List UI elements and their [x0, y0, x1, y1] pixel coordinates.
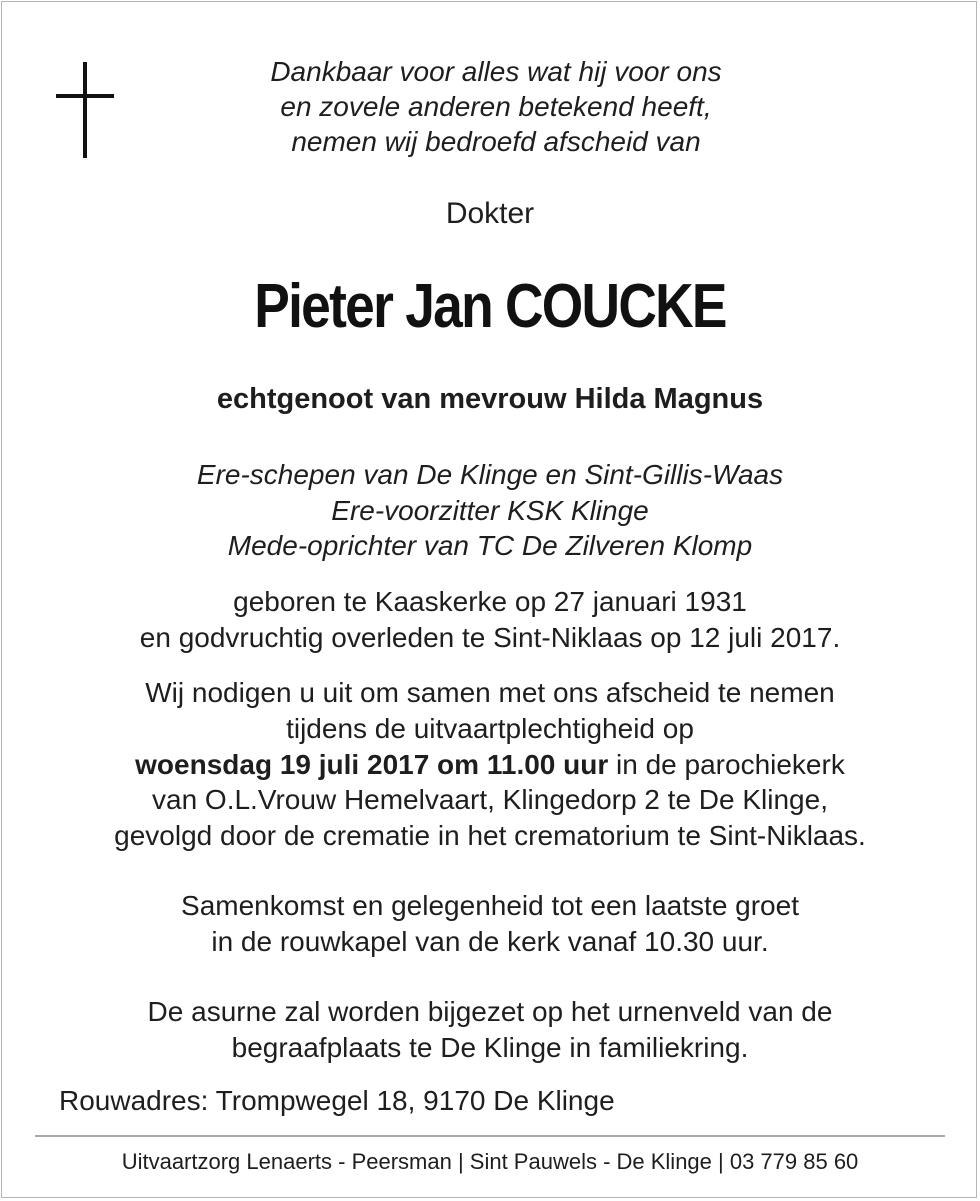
intro-line: en zovele anderen betekend heeft, — [280, 91, 712, 122]
life-dates — [40, 584, 940, 655]
urn-line: De asurne zal worden bijgezet op het urnenveld van de — [147, 996, 833, 1027]
service-location-start: in de parochiekerk — [608, 748, 845, 780]
honorary-titles — [40, 457, 940, 564]
service-line: van O.L.Vrouw Hemelvaart, Klingedorp 2 te De Klinge, — [152, 784, 828, 816]
death-line: en godvruchtig overleden te Sint-Niklaas op 12 juli 2017. — [139, 621, 841, 653]
gathering-line: Samenkomst en gelegenheid tot een laatste groet — [181, 890, 799, 921]
honorary-title: Ere-voorzitter KSK Klinge — [331, 494, 649, 526]
service-line: Wij nodigen u uit om samen met ons afscheid te nemen — [145, 677, 835, 708]
service-datetime: woensdag 19 juli 2017 om 11.00 uur — [135, 748, 609, 780]
honorary-title: Ere-schepen van De Klinge en Sint-Gillis-Waas — [196, 459, 784, 490]
deceased-name: Pieter Jan COUCKE — [254, 272, 726, 341]
service-line — [40, 747, 940, 783]
intro-text — [196, 54, 796, 159]
spouse-line: echtgenoot van mevrouw Hilda Magnus — [216, 383, 764, 415]
funeral-service — [40, 675, 940, 854]
mourning-address: Rouwadres: Trompwegel 18, 9170 De Klinge — [59, 1085, 615, 1116]
footer-divider — [35, 1135, 945, 1137]
intro-line: Dankbaar voor alles wat hij voor ons — [270, 56, 722, 87]
intro-line: nemen wij bedroefd afscheid van — [291, 126, 701, 157]
funeral-home-footer: Uitvaartzorg Lenaerts - Peersman | Sint Pauwels - De Klinge | 03 779 85 60 — [121, 1149, 859, 1174]
birth-line: geboren te Kaaskerke op 27 januari 1931 — [233, 586, 747, 617]
urn-info — [40, 994, 940, 1065]
honorific-title: Dokter — [445, 197, 535, 230]
service-line: tijdens de uitvaartplechtigheid op — [286, 712, 694, 744]
cross-icon — [56, 62, 114, 158]
gathering-info — [40, 888, 940, 959]
service-line: gevolgd door de crematie in het crematorium te Sint-Niklaas. — [114, 820, 866, 852]
urn-line: begraafplaats te De Klinge in familiekring. — [231, 1031, 749, 1063]
gathering-line: in de rouwkapel van de kerk vanaf 10.30 uur. — [211, 925, 769, 957]
honorary-title: Mede-oprichter van TC De Zilveren Klomp — [227, 530, 753, 561]
